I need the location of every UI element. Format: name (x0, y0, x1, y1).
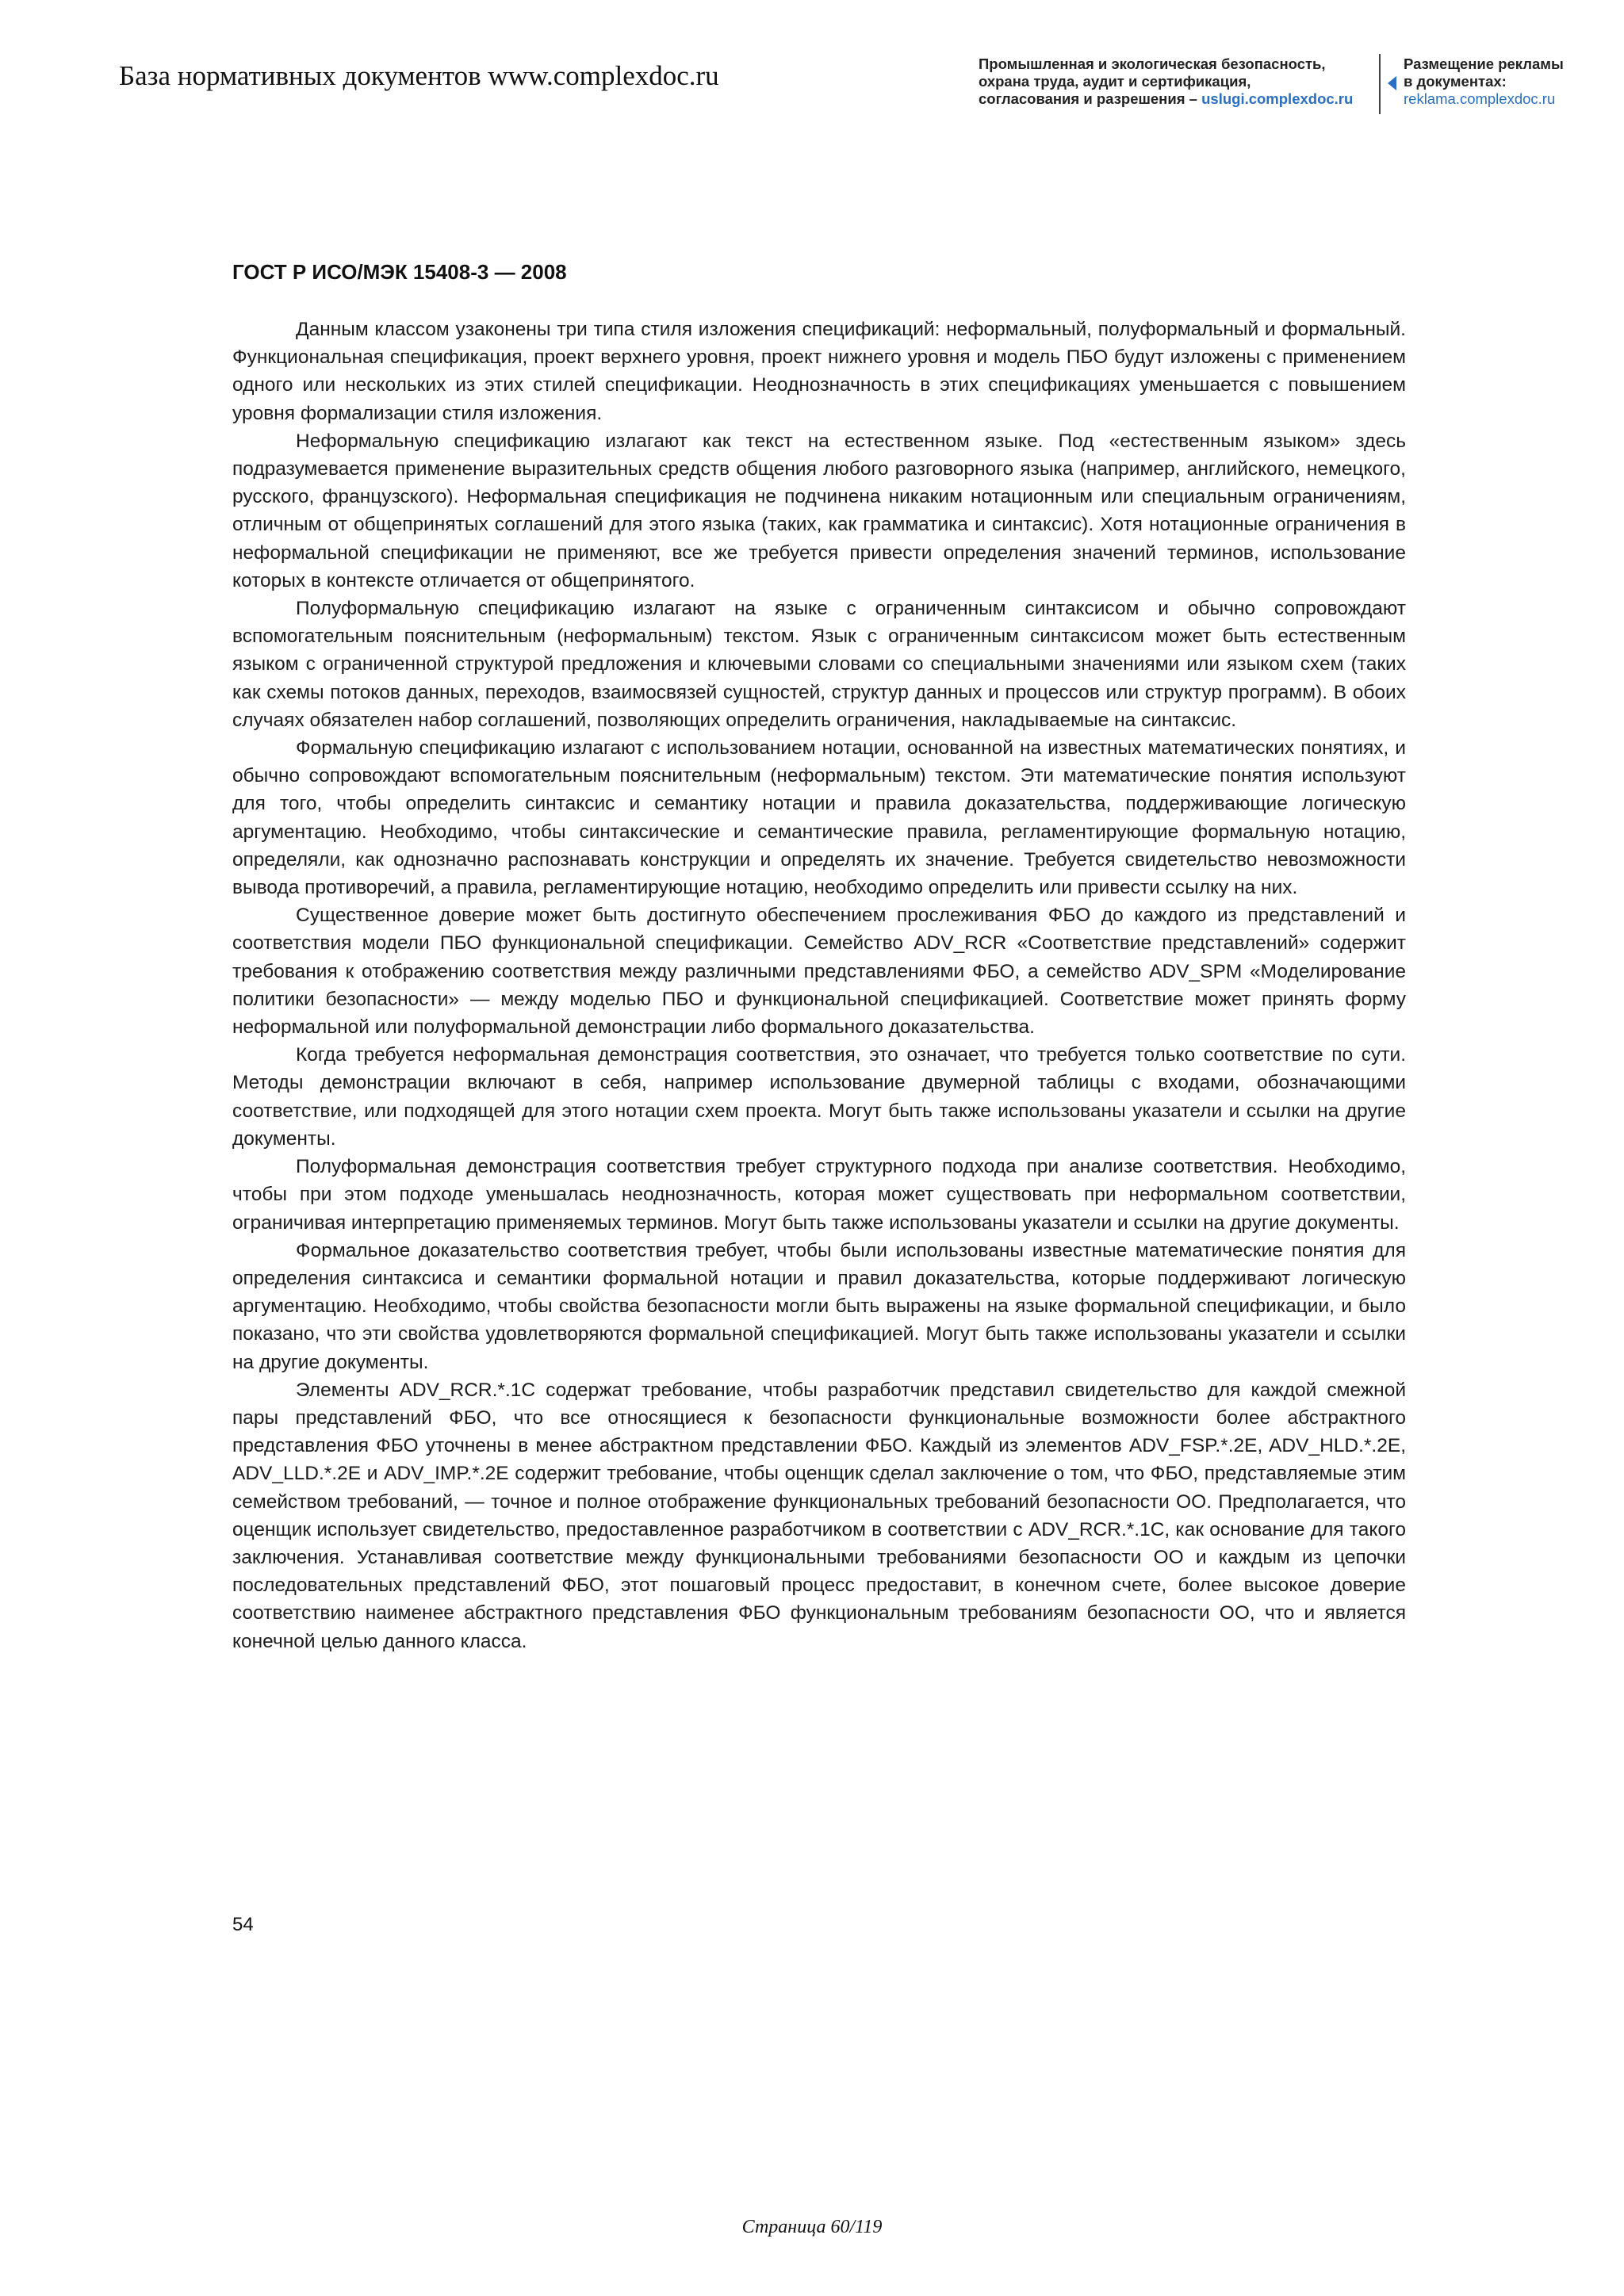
paragraph-9: Элементы ADV_RCR.*.1C содержат требование, чтобы разработчик представил свидетельство для каждой смежной пары представлений ФБО, что все относящиеся к безопасности функциональные возможности более абстрактного представления ФБО уточнены в менее абстрактном представлении ФБО. Каждый из элементов ADV_FSP.*.2E, ADV_HLD.*.2E, ADV_LLD.*.2E и ADV_IMP.*.2E содержит требование, чтобы оценщик сделал заключение о том, что ФБО, представляемые этим семейством требований, — точное и полное отображение функциональных требований безопасности ОО. Предполагается, что оценщик использует свидетельство, предоставленное разработчиком в соответствии с ADV_RCR.*.1C, как основание для такого заключения. Устанавливая соответствие между функциональными требованиями безопасности ОО и каждым из цепочки последовательных представлений ФБО, этот пошаговый процесс предоставит, в конечном счете, более высокое доверие соответствию наименее абстрактного представления ФБО функциональным требованиям безопасности ОО, что и является конечной целью данного класса. (232, 1379, 1406, 1652)
paragraph-7: Полуформальная демонстрация соответствия требует структурного подхода при анализе соответствия. Необходимо, чтобы при этом подходе уменьшалась неоднозначность, которая может существовать при неформальном соответствии, ограничивая интерпретацию применяемых терминов. Могут быть также использованы указатели и ссылки на другие документы. (232, 1156, 1406, 1234)
ads-line-1: Размещение рекламы (1404, 55, 1564, 72)
paragraph-6: Когда требуется неформальная демонстрация соответствия, это означает, что требуется только соответствие по сути. Методы демонстрации включают в себя, например использование двумерной таблицы с входами, обозначающими соответствие, или подходящей для этого нотации схем проекта. Могут быть также использованы указатели и ссылки на другие документы. (232, 1044, 1406, 1150)
promo-line-3 (979, 90, 1375, 108)
header-promo (979, 55, 1375, 108)
paragraph-2: Неформальную спецификацию излагают как текст на естественном языке. Под «естественным языком» здесь подразумевается применение выразительных средств общения любого разговорного языка (например, английского, немецкого, русского, французского). Неформальная спецификация не подчинена никаким нотационным или специальным ограничениям, отличным от общепринятых соглашений для этого языка (таких, как грамматика и синтаксис). Хотя нотационные ограничения в неформальной спецификации не применяют, все же требуется привести определения значений терминов, использование которых в контексте отличается от общепринятого. (232, 430, 1406, 591)
promo-line-1: Промышленная и экологическая безопасность, (979, 55, 1326, 72)
page-number: 54 (232, 1914, 254, 1935)
site-title: База нормативных документов www.complexdoc.ru (119, 60, 719, 91)
ads-line-2: в документах: (1404, 73, 1507, 90)
header-divider (1379, 54, 1381, 114)
paragraph-1: Данным классом узаконены три типа стиля изложения спецификаций: неформальный, полуформальный и формальный. Функциональная спецификация, проект верхнего уровня, проект нижнего уровня и модель ПБО будут изложены с применением одного или нескольких из этих стилей спецификации. Неоднозначность в этих спецификациях уменьшается с повышением уровня формализации стиля изложения. (232, 319, 1406, 424)
header-ads (1388, 55, 1602, 108)
paragraph-5: Существенное доверие может быть достигнуто обеспечением прослеживания ФБО до каждого из представлений и соответствия модели ПБО функциональной спецификации. Семейство ADV_RCR «Соответствие представлений» содержит требования к отображению соответствия между различными представлениями ФБО, а семейство ADV_SPM «Моделирование политики безопасности» — между моделью ПБО и функциональной спецификацией. Соответствие может принять форму неформальной или полуформальной демонстрации либо формального доказательства. (232, 905, 1406, 1039)
paragraph-8: Формальное доказательство соответствия требует, чтобы были использованы известные математические понятия для определения синтаксиса и семантики формальной нотации и правил доказательства, которые поддерживают логическую аргументацию. Необходимо, чтобы свойства безопасности могли быть выражены на языке формальной спецификации, и было показано, что эти свойства удовлетворяются формальной спецификацией. Могут быть также использованы указатели и ссылки на другие документы. (232, 1239, 1406, 1373)
promo-line-3-text: согласования и разрешения – (979, 90, 1197, 107)
document-body (232, 316, 1406, 1655)
arrow-left-icon (1388, 76, 1396, 90)
paragraph-3: Полуформальную спецификацию излагают на языке с ограниченным синтаксисом и обычно сопровождают вспомогательным пояснительным (неформальным) текстом. Язык с ограниченным синтаксисом может быть естественным языком с ограниченной структурой предложения и ключевыми словами со специальными значениями или языком схем (таких как схемы потоков данных, переходов, взаимосвязей сущностей, структур данных и процессов или структур программ). В обоих случаях обязателен набор соглашений, позволяющих определить ограничения, накладываемые на синтаксис. (232, 598, 1406, 731)
paragraph-4: Формальную спецификацию излагают с использованием нотации, основанной на известных математических понятиях, и обычно сопровождают вспомогательным пояснительным (неформальным) текстом. Эти математические понятия используют для того, чтобы определить синтаксис и семантику нотации и правила доказательства, поддерживающие логическую аргументацию. Необходимо, чтобы синтаксические и семантические правила, регламентирующие формальную нотацию, определяли, как однозначно распознавать конструкции и определять их значение. Требуется свидетельство невозможности вывода противоречий, а правила, регламентирующие нотацию, необходимо определить или привести ссылку на них. (232, 737, 1406, 899)
document-heading: ГОСТ Р ИСО/МЭК 15408-3 — 2008 (232, 260, 567, 284)
promo-line-2: охрана труда, аудит и сертификация, (979, 73, 1251, 90)
ads-link[interactable]: reklama.complexdoc.ru (1404, 90, 1556, 107)
promo-link[interactable]: uslugi.complexdoc.ru (1201, 90, 1354, 107)
footer-page-label: Страница 60/119 (741, 2217, 883, 2237)
